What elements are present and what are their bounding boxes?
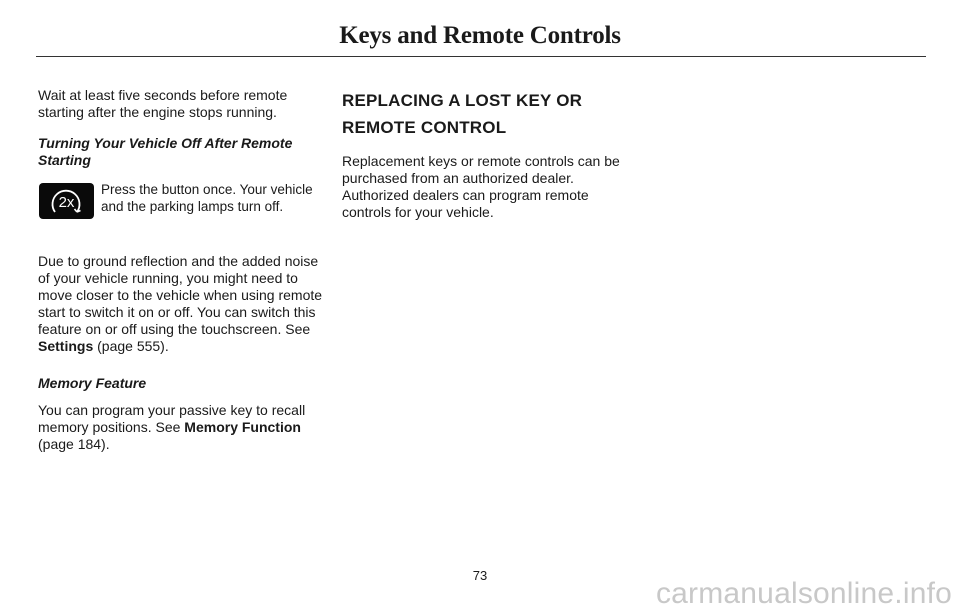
paragraph-press-button: Press the button once. Your vehicle and the parking lamps turn off. xyxy=(101,182,313,214)
icon-label: 2x xyxy=(58,194,75,211)
paragraph-memory xyxy=(38,402,323,453)
section-title-replacing-key: REPLACING A LOST KEY OR REMOTE CONTROL xyxy=(342,91,583,137)
page-number: 73 xyxy=(472,568,488,583)
subheading-memory: Memory Feature xyxy=(38,375,147,391)
middle-column xyxy=(342,87,632,221)
settings-reference[interactable]: Settings xyxy=(38,338,94,354)
paragraph-ground-reflection xyxy=(38,253,323,355)
memory-text: You can program your passive key to recall memory positions. See xyxy=(38,402,306,435)
paragraph-wait: Wait at least five seconds before remote starting after the engine stops running. xyxy=(38,87,288,120)
memory-function-reference[interactable]: Memory Function xyxy=(184,419,301,435)
watermark: carmanualsonline.info xyxy=(655,577,952,610)
paragraph-replacement: Replacement keys or remote controls can be purchased from an authorized dealer. Authorized dealers can program remote controls for your vehicle. xyxy=(342,153,620,220)
memory-page-ref: (page 184). xyxy=(38,436,110,452)
settings-page-ref: (page 555). xyxy=(93,338,169,354)
page-title: Keys and Remote Controls xyxy=(339,22,621,49)
remote-start-2x-icon xyxy=(39,183,94,219)
left-column xyxy=(38,87,323,453)
subheading-turn-off: Turning Your Vehicle Off After Remote Starting xyxy=(38,135,293,168)
header-divider xyxy=(36,56,926,57)
ground-text: Due to ground reflection and the added noise of your vehicle running, you might need to move closer to the vehicle when using remote start to switch it on or off. You can switch this feature on or off using the touchscreen. See xyxy=(38,253,323,337)
icon-instruction-row xyxy=(38,181,323,247)
